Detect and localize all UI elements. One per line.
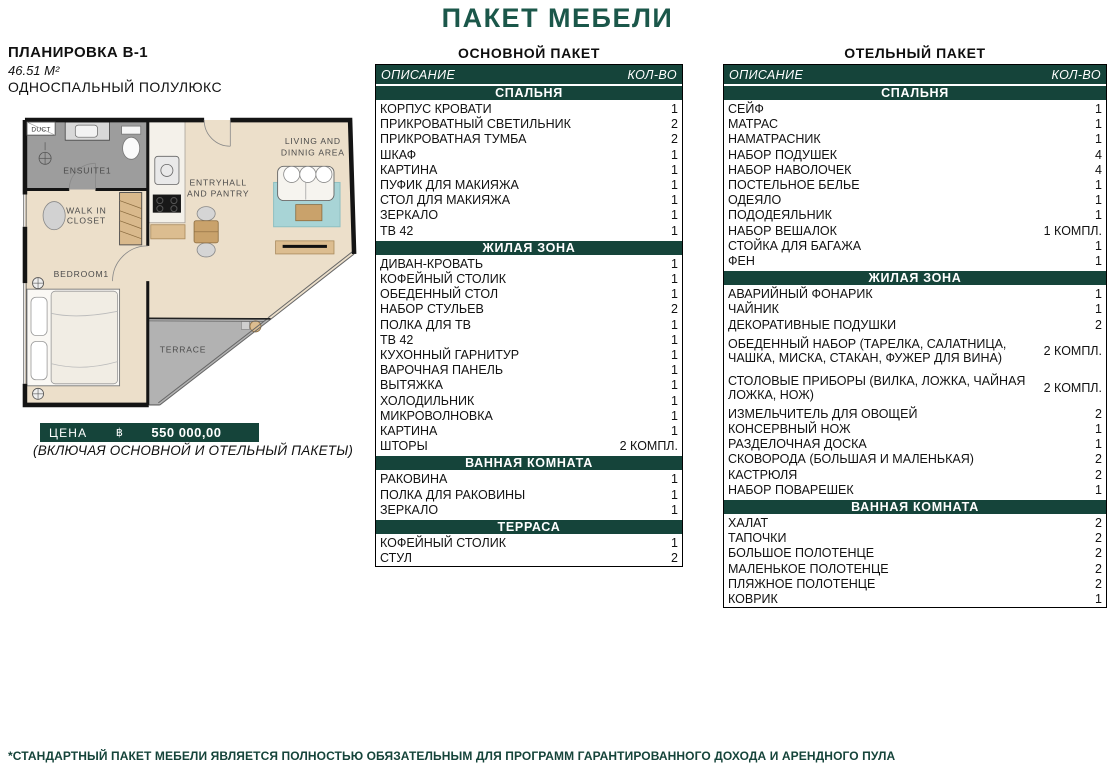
table-row: [376, 536, 682, 551]
table-row: [376, 394, 682, 409]
plan-header: [8, 44, 222, 97]
table-row: [724, 239, 1106, 254]
toilet-tank: [122, 126, 141, 134]
table-row: [376, 439, 682, 454]
item-name: СТОЙКА ДЛЯ БАГАЖА: [728, 238, 862, 253]
item-qty: 1: [671, 193, 678, 208]
table-row: [376, 224, 682, 239]
item-name: ДЕКОРАТИВНЫЕ ПОДУШКИ: [728, 317, 897, 332]
column-header-description: ОПИСАНИЕ: [381, 67, 456, 82]
column-header-description: ОПИСАНИЕ: [729, 67, 804, 82]
section-header: ВАННАЯ КОМНАТА: [376, 454, 682, 472]
table-row: [724, 208, 1106, 223]
item-name: ПУФИК ДЛЯ МАКИЯЖА: [380, 178, 519, 193]
item-qty: 2: [1095, 531, 1102, 546]
dining-table: [194, 207, 218, 257]
item-name: КОНСЕРВНЫЙ НОЖ: [728, 422, 851, 437]
section-header: ЖИЛАЯ ЗОНА: [376, 239, 682, 257]
item-name: КОРПУС КРОВАТИ: [380, 102, 492, 116]
item-qty: 1: [671, 317, 678, 332]
item-name: ДИВАН-КРОВАТЬ: [380, 256, 484, 271]
table-row: [376, 117, 682, 132]
room-label-bedroom: BEDROOM1: [53, 269, 110, 280]
item-qty: 2: [671, 551, 678, 566]
coffee-table: [296, 205, 322, 221]
pantry-console: [151, 225, 185, 239]
table-row: [724, 163, 1106, 178]
table-row: [376, 272, 682, 287]
item-name: ЗЕРКАЛО: [380, 502, 439, 517]
item-qty: 1: [671, 102, 678, 116]
item-name: ТВ 42: [380, 332, 414, 347]
tv: [283, 245, 327, 248]
table-row: [376, 318, 682, 333]
section-header: СПАЛЬНЯ: [376, 84, 682, 102]
item-qty: 1: [671, 424, 678, 439]
item-name: ШКАФ: [380, 147, 417, 162]
item-qty: 1: [671, 502, 678, 517]
plan-type: ОДНОСПАЛЬНЫЙ ПОЛУЛЮКС: [8, 79, 222, 95]
item-name: БОЛЬШОЕ ПОЛОТЕНЦЕ: [728, 546, 875, 561]
room-label-duct: DUCT: [31, 126, 51, 134]
room-label-living-line2: DINNIG AREA: [280, 147, 345, 158]
item-name: СТОЛОВЫЕ ПРИБОРЫ (ВИЛКА, ЛОЖКА, ЧАЙНАЯ ЛОЖКА, НОЖ): [728, 373, 1026, 403]
kitchen-counter: [149, 120, 185, 239]
item-name: ХАЛАТ: [728, 516, 769, 531]
item-qty: 1: [671, 178, 678, 193]
item-name: ВАРОЧНАЯ ПАНЕЛЬ: [380, 363, 504, 378]
floor-plan: [6, 112, 362, 416]
item-name: КОВРИК: [728, 592, 778, 607]
item-qty: 2 КОМПЛ.: [1043, 343, 1102, 358]
section-header: СПАЛЬНЯ: [724, 84, 1106, 102]
item-name: КАРТИНА: [380, 424, 438, 439]
item-qty: 1: [1095, 422, 1102, 437]
item-name: ПРИКРОВАТНЫЙ СВЕТИЛЬНИК: [380, 117, 571, 132]
item-qty: 1: [671, 393, 678, 408]
table-row: [724, 287, 1106, 302]
item-name: НАБОР СТУЛЬЕВ: [380, 302, 484, 317]
item-name: ТАПОЧКИ: [728, 531, 787, 546]
table-header-row: [724, 65, 1106, 84]
item-qty: 1: [671, 147, 678, 162]
table-row: [724, 531, 1106, 546]
item-name: АВАРИЙНЫЙ ФОНАРИК: [728, 287, 873, 302]
item-qty: 1: [671, 472, 678, 487]
item-name: НАБОР ПОВАРЕШЕК: [728, 482, 854, 497]
table-row: [376, 178, 682, 193]
table-row: [724, 422, 1106, 437]
table-row: [376, 333, 682, 348]
item-qty: 1: [671, 256, 678, 271]
table-row: [724, 577, 1106, 592]
table-row: [724, 516, 1106, 531]
item-name: ФЕН: [728, 254, 755, 269]
item-qty: 1: [1095, 592, 1102, 607]
item-qty: 2: [671, 132, 678, 147]
item-qty: 2: [1095, 546, 1102, 561]
plan-name: ПЛАНИРОВКА B-1: [8, 44, 148, 61]
item-name: СТУЛ: [380, 551, 412, 566]
item-name: ТВ 42: [380, 223, 414, 238]
table-row: [724, 132, 1106, 147]
item-qty: 2: [1095, 452, 1102, 467]
item-qty: 1: [671, 487, 678, 502]
item-name: ОБЕДЕННЫЙ НАБОР (ТАРЕЛКА, САЛАТНИЦА, ЧАШКА, МИСКА, СТАКАН, ФУЖЕР ДЛЯ ВИНА): [728, 336, 1007, 366]
toilet: [123, 137, 140, 159]
table-row: [724, 407, 1106, 422]
table-row: [724, 302, 1106, 317]
table-row: [724, 178, 1106, 193]
item-qty: 1: [1095, 178, 1102, 193]
item-name: СЕЙФ: [728, 102, 764, 116]
table-row: [376, 424, 682, 439]
section-header: ТЕРРАСА: [376, 518, 682, 536]
item-qty: 1 КОМПЛ.: [1043, 223, 1102, 238]
item-name: РАКОВИНА: [380, 472, 448, 487]
item-qty: 2: [671, 302, 678, 317]
table-row: [376, 348, 682, 363]
table-row: [724, 224, 1106, 239]
table-row: [376, 257, 682, 272]
item-qty: 1: [671, 332, 678, 347]
item-name: КАСТРЮЛЯ: [728, 467, 798, 482]
item-qty: 1: [671, 536, 678, 551]
item-qty: 1: [1095, 102, 1102, 116]
plan-area: 46.51 М²: [8, 62, 60, 78]
item-qty: 1: [671, 408, 678, 423]
price-note: (ВКЛЮЧАЯ ОСНОВНОЙ И ОТЕЛЬНЫЙ ПАКЕТЫ): [33, 443, 354, 458]
room-label-ensuite: ENSUITE1: [63, 165, 112, 176]
page-title: ПАКЕТ МЕБЕЛИ: [441, 3, 674, 33]
item-qty: 2: [1095, 516, 1102, 531]
item-name: ШТОРЫ: [380, 439, 428, 454]
room-label-closet-line1: WALK IN: [66, 205, 107, 216]
table-row: [376, 363, 682, 378]
item-qty: 4: [1095, 147, 1102, 162]
item-name: ПОЛКА ДЛЯ РАКОВИНЫ: [380, 487, 526, 502]
package-table-title: ОТЕЛЬНЫЙ ПАКЕТ: [844, 45, 986, 61]
table-row: [376, 102, 682, 117]
item-qty: 1: [1095, 117, 1102, 132]
item-qty: 2 КОМПЛ.: [1043, 380, 1102, 395]
item-name: ХОЛОДИЛЬНИК: [380, 393, 475, 408]
item-qty: 2: [1095, 561, 1102, 576]
item-qty: 2: [1095, 576, 1102, 591]
item-name: ПРИКРОВАТНАЯ ТУМБА: [380, 132, 527, 147]
item-qty: 1: [1095, 193, 1102, 208]
item-name: НАМАТРАСНИК: [728, 132, 821, 147]
item-name: НАБОР ПОДУШЕК: [728, 147, 838, 162]
item-qty: 2: [1095, 317, 1102, 332]
table-header-row: [376, 65, 682, 84]
table-row: [724, 333, 1106, 370]
item-name: МАЛЕНЬКОЕ ПОЛОТЕНЦЕ: [728, 561, 889, 576]
table-row: [376, 378, 682, 393]
package-table-hotel: [723, 45, 1107, 608]
item-qty: 2: [1095, 406, 1102, 421]
table-row: [376, 409, 682, 424]
table-row: [724, 437, 1106, 452]
item-qty: 1: [1095, 132, 1102, 147]
table-row: [376, 148, 682, 163]
item-qty: 1: [671, 363, 678, 378]
table-row: [376, 132, 682, 147]
table-row: [724, 148, 1106, 163]
item-name: ИЗМЕЛЬЧИТЕЛЬ ДЛЯ ОВОЩЕЙ: [728, 406, 918, 421]
room-label-entry-line2: AND PANTRY: [187, 188, 250, 199]
section-header: ЖИЛАЯ ЗОНА: [724, 269, 1106, 287]
item-qty: 1: [671, 272, 678, 287]
table-row: [724, 370, 1106, 407]
price-value: 550 000,00: [151, 425, 222, 440]
item-name: ПОСТЕЛЬНОЕ БЕЛЬЕ: [728, 178, 860, 193]
item-qty: 1: [1095, 437, 1102, 452]
item-name: КОФЕЙНЫЙ СТОЛИК: [380, 536, 506, 551]
table-row: [724, 452, 1106, 467]
item-qty: 1: [1095, 302, 1102, 317]
footnote: *СТАНДАРТНЫЙ ПАКЕТ МЕБЕЛИ ЯВЛЯЕТСЯ ПОЛНОСТЬЮ ОБЯЗАТЕЛЬНЫМ ДЛЯ ПРОГРАММ ГАРАНТИРОВАННОГО ДОХОДА И АРЕНДНОГО ПУЛА: [8, 749, 896, 763]
item-name: ОДЕЯЛО: [728, 193, 782, 208]
item-name: ВЫТЯЖКА: [380, 378, 443, 393]
kitchen-sink: [155, 156, 179, 184]
table-row: [724, 468, 1106, 483]
room-label-living-line1: LIVING AND: [284, 136, 341, 147]
table-row: [724, 483, 1106, 498]
room-label-closet-line2: CLOSET: [66, 215, 106, 226]
price-bar: [40, 423, 259, 442]
wardrobe: [120, 193, 142, 245]
item-name: КУХОННЫЙ ГАРНИТУР: [380, 348, 520, 363]
item-name: ПЛЯЖНОЕ ПОЛОТЕНЦЕ: [728, 576, 876, 591]
bed: [27, 289, 120, 386]
table-row: [376, 208, 682, 223]
table-row: [724, 193, 1106, 208]
item-name: РАЗДЕЛОЧНАЯ ДОСКА: [728, 437, 867, 452]
item-qty: 1: [1095, 254, 1102, 269]
room-label-entry-line1: ENTRYHALL: [189, 177, 247, 188]
table-row: [724, 117, 1106, 132]
table-row: [724, 102, 1106, 117]
item-name: ПОЛКА ДЛЯ ТВ: [380, 317, 472, 332]
table-row: [376, 488, 682, 503]
table-row: [376, 193, 682, 208]
package-table-main: [375, 45, 683, 567]
item-name: МИКРОВОЛНОВКА: [380, 408, 493, 423]
item-qty: 2: [1095, 467, 1102, 482]
item-qty: 1: [1095, 238, 1102, 253]
item-name: МАТРАС: [728, 117, 778, 132]
item-name: СТОЛ ДЛЯ МАКИЯЖА: [380, 193, 511, 208]
item-name: КАРТИНА: [380, 162, 438, 177]
table-row: [376, 551, 682, 566]
item-qty: 4: [1095, 162, 1102, 177]
table-row: [376, 503, 682, 518]
table-row: [724, 318, 1106, 333]
column-header-quantity: КОЛ-ВО: [627, 67, 677, 82]
item-name: ПОДОДЕЯЛЬНИК: [728, 208, 832, 223]
item-qty: 2: [671, 117, 678, 132]
package-table-title: ОСНОВНОЙ ПАКЕТ: [457, 45, 601, 61]
table-row: [376, 472, 682, 487]
item-qty: 1: [1095, 287, 1102, 302]
table-row: [724, 592, 1106, 607]
item-qty: 1: [671, 378, 678, 393]
package-table-body: [723, 64, 1107, 608]
item-qty: 1: [671, 348, 678, 363]
section-header: ВАННАЯ КОМНАТА: [724, 498, 1106, 516]
table-row: [724, 254, 1106, 269]
currency-baht-symbol: ฿: [115, 427, 123, 439]
item-qty: 1: [671, 223, 678, 238]
table-row: [376, 163, 682, 178]
item-qty: 1: [1095, 482, 1102, 497]
item-name: НАБОР НАВОЛОЧЕК: [728, 162, 852, 177]
item-qty: 2 КОМПЛ.: [619, 439, 678, 454]
item-qty: 1: [1095, 208, 1102, 223]
item-name: ОБЕДЕННЫЙ СТОЛ: [380, 287, 499, 302]
item-name: КОФЕЙНЫЙ СТОЛИК: [380, 272, 506, 287]
item-name: НАБОР ВЕШАЛОК: [728, 223, 837, 238]
item-name: ЧАЙНИК: [728, 302, 779, 317]
item-name: ЗЕРКАЛО: [380, 208, 439, 223]
table-row: [376, 302, 682, 317]
column-header-quantity: КОЛ-ВО: [1051, 67, 1101, 82]
table-row: [724, 562, 1106, 577]
table-row: [724, 546, 1106, 561]
table-row: [376, 287, 682, 302]
item-qty: 1: [671, 162, 678, 177]
living-furniture: [274, 166, 340, 254]
closet-stool: [43, 202, 65, 230]
room-label-terrace: TERRACE: [159, 344, 207, 355]
item-qty: 1: [671, 287, 678, 302]
price-label: ЦЕНА: [49, 425, 88, 440]
package-table-body: [375, 64, 683, 567]
item-name: СКОВОРОДА (БОЛЬШАЯ И МАЛЕНЬКАЯ): [728, 452, 974, 467]
item-qty: 1: [671, 208, 678, 223]
